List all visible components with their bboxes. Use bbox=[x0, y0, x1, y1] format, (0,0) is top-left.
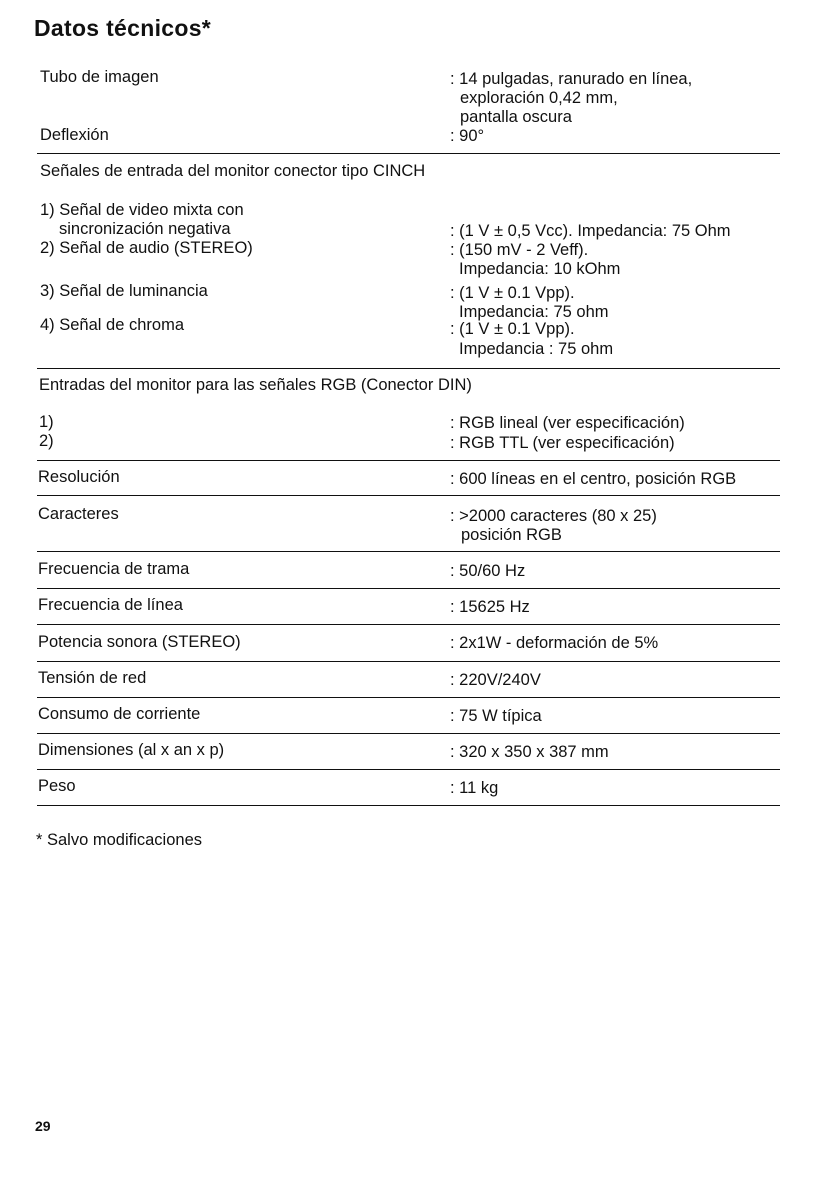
spec-label-tubo: Tubo de imagen bbox=[40, 68, 159, 86]
cinch-signal-3-value-1: : (1 V ± 0.1 Vpp). bbox=[450, 284, 575, 302]
spec-label-frecuencia-trama: Frecuencia de trama bbox=[38, 560, 190, 578]
cinch-signal-2-value-2: Impedancia: 10 kOhm bbox=[459, 260, 621, 278]
page-title: Datos técnicos* bbox=[34, 15, 212, 41]
spec-value-potencia: : 2x1W - deformación de 5% bbox=[450, 634, 659, 652]
spec-label-dimensiones: Dimensiones (al x an x p) bbox=[38, 741, 225, 759]
spec-value-consumo: : 75 W típica bbox=[450, 707, 542, 725]
spec-value-tubo-2: exploración 0,42 mm, bbox=[460, 89, 618, 107]
rgb-input-2-label: 2) bbox=[39, 432, 54, 450]
spec-label-resolucion: Resolución bbox=[38, 468, 120, 486]
divider bbox=[37, 551, 780, 552]
spec-value-tubo-1: : 14 pulgadas, ranurado en línea, bbox=[450, 70, 693, 88]
spec-value-frecuencia-trama: : 50/60 Hz bbox=[450, 562, 526, 580]
rgb-input-1-value: : RGB lineal (ver especificación) bbox=[450, 414, 685, 432]
divider bbox=[37, 769, 780, 770]
rgb-input-1-label: 1) bbox=[39, 413, 54, 431]
divider bbox=[37, 697, 780, 698]
divider bbox=[37, 153, 780, 154]
spec-label-consumo: Consumo de corriente bbox=[38, 705, 201, 723]
spec-value-tubo-3: pantalla oscura bbox=[460, 108, 572, 126]
cinch-signal-1-value: : (1 V ± 0,5 Vcc). Impedancia: 75 Ohm bbox=[450, 222, 731, 240]
cinch-signal-4-value-2: Impedancia : 75 ohm bbox=[459, 340, 614, 358]
spec-value-peso: : 11 kg bbox=[450, 779, 499, 797]
spec-label-frecuencia-linea: Frecuencia de línea bbox=[38, 596, 183, 614]
spec-label-peso: Peso bbox=[38, 777, 76, 795]
cinch-signal-4-label: 4) Señal de chroma bbox=[40, 316, 184, 334]
spec-value-frecuencia-linea: : 15625 Hz bbox=[450, 598, 530, 616]
cinch-signal-2-label: 2) Señal de audio (STEREO) bbox=[40, 239, 253, 257]
divider bbox=[37, 661, 780, 662]
cinch-signal-1-label: 1) Señal de video mixta con bbox=[40, 201, 244, 219]
spec-label-caracteres: Caracteres bbox=[38, 505, 119, 523]
divider bbox=[37, 368, 780, 369]
divider bbox=[37, 733, 780, 734]
cinch-signal-2-value-1: : (150 mV - 2 Veff). bbox=[450, 241, 589, 259]
divider bbox=[37, 624, 780, 625]
spec-value-dimensiones: : 320 x 350 x 387 mm bbox=[450, 743, 609, 761]
cinch-signal-3-label: 3) Señal de luminancia bbox=[40, 282, 208, 300]
spec-value-deflexion: : 90° bbox=[450, 127, 485, 145]
spec-value-caracteres-2: posición RGB bbox=[461, 526, 562, 544]
spec-label-potencia: Potencia sonora (STEREO) bbox=[38, 633, 241, 651]
divider bbox=[37, 805, 780, 806]
cinch-signal-3-value-2: Impedancia: 75 ohm bbox=[459, 303, 609, 321]
page-number: 29 bbox=[35, 1118, 51, 1134]
divider bbox=[37, 460, 780, 461]
section-heading-rgb: Entradas del monitor para las señales RGB (Conector DIN) bbox=[39, 376, 472, 394]
cinch-signal-1-label-cont: sincronización negativa bbox=[59, 220, 231, 238]
spec-value-caracteres-1: : >2000 caracteres (80 x 25) bbox=[450, 507, 657, 525]
divider bbox=[37, 588, 780, 589]
spec-label-deflexion: Deflexión bbox=[40, 126, 109, 144]
spec-value-resolucion: : 600 líneas en el centro, posición RGB bbox=[450, 470, 737, 488]
spec-value-tension: : 220V/240V bbox=[450, 671, 541, 689]
spec-label-tension: Tensión de red bbox=[38, 669, 147, 687]
cinch-signal-4-value-1: : (1 V ± 0.1 Vpp). bbox=[450, 320, 575, 338]
footnote: * Salvo modificaciones bbox=[36, 831, 202, 849]
rgb-input-2-value: : RGB TTL (ver especificación) bbox=[450, 434, 675, 452]
divider bbox=[37, 495, 780, 496]
section-heading-cinch: Señales de entrada del monitor conector tipo CINCH bbox=[40, 162, 426, 180]
